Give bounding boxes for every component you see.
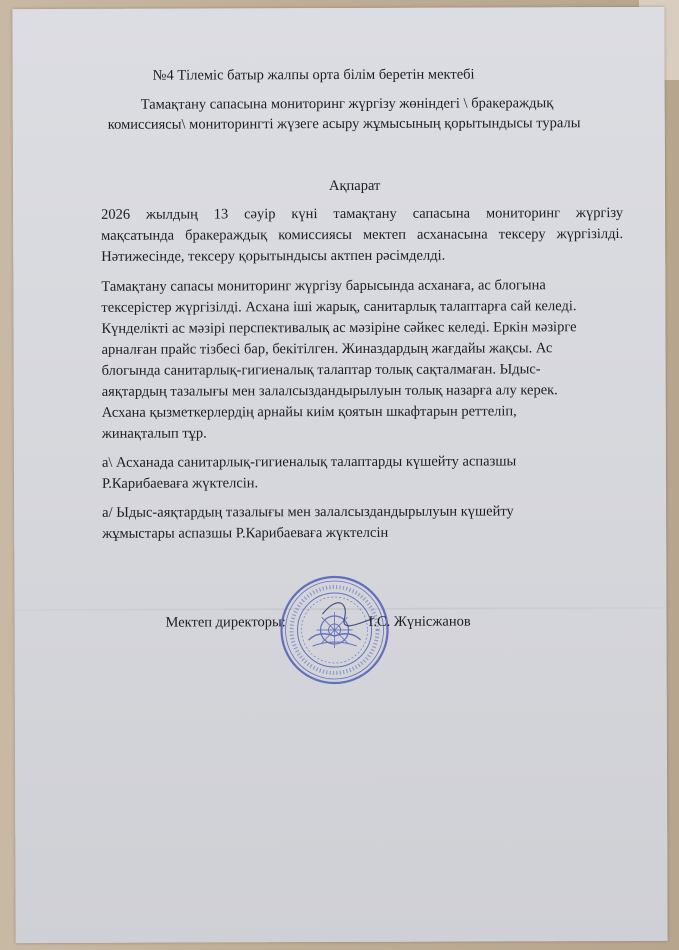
school-name: №4 Тілеміс батыр жалпы орта білім беретін мектебі <box>152 66 475 84</box>
signature-label: Мектеп директоры: <box>165 614 286 631</box>
section-title: Ақпарат <box>328 177 381 195</box>
subject-line-2: комиссиясы\ мониторингті жүзеге асыру жұмысының қорытындысы туралы <box>107 115 581 133</box>
paragraph1-line: Нәтижесінде, тексеру қорытындысы актпен рәсімделді. <box>101 247 446 265</box>
paragraph2-line: аяқтардың тазалығы мен залалсыздандырылуын толық назарға алу керек. <box>101 382 558 400</box>
document-page <box>12 7 667 943</box>
signature-name: І.С. Жүнісжанов <box>368 613 471 630</box>
item2-line: а/ Ыдыс-аяқтардың тазалығы мен залалсыздандырылуын күшейту <box>102 503 514 521</box>
item1-line: Р.Карибаеваға жүктелсін. <box>102 475 259 492</box>
paragraph2-line: арналған прайс тізбесі бар, бекітілген. Жиназдардың жағдайы жақсы. Ас <box>101 340 553 358</box>
paragraph2-line: Күнделікті ас мәзірі перспективалық ас мәзіріне сәйкес келеді. Еркін мәзірге <box>101 319 577 337</box>
paragraph2-line: Асхана қызметкерлердің арнайы киім қоятын шкафтарын реттеліп, <box>101 403 517 421</box>
paragraph1-line: мақсатында бракераждық комиссиясы мектеп асханасына тексеру жүргізілді. <box>101 226 624 244</box>
item2-line: жұмыстары аспазшы Р.Карибаеваға жүктелсін <box>102 524 389 542</box>
paragraph2-line: тексерістер жүргізілді. Асхана іші жарық, санитарлық талаптарға сай келеді. <box>101 298 577 316</box>
subject-line-1: Тамақтану сапасына мониторинг жүргізу жөніндегі \ бракераждық <box>140 95 554 113</box>
item1-line: а\ Асханада санитарлық-гигиеналық талаптарды күшейту аспазшы <box>101 453 517 471</box>
paragraph2-line: Тамақтану сапасы мониторинг жүргізу барысында асханаға, ас блогына <box>101 277 546 295</box>
paragraph2-line: блогында санитарлық-гигиеналық талаптар толық сақталмаған. Ыдыс- <box>101 361 541 379</box>
paragraph1-line: 2026 жылдың 13 сәуір күні тамақтану сапасына мониторинг жүргізу <box>101 205 624 223</box>
paragraph2-line: жинақталып тұр. <box>101 425 207 442</box>
